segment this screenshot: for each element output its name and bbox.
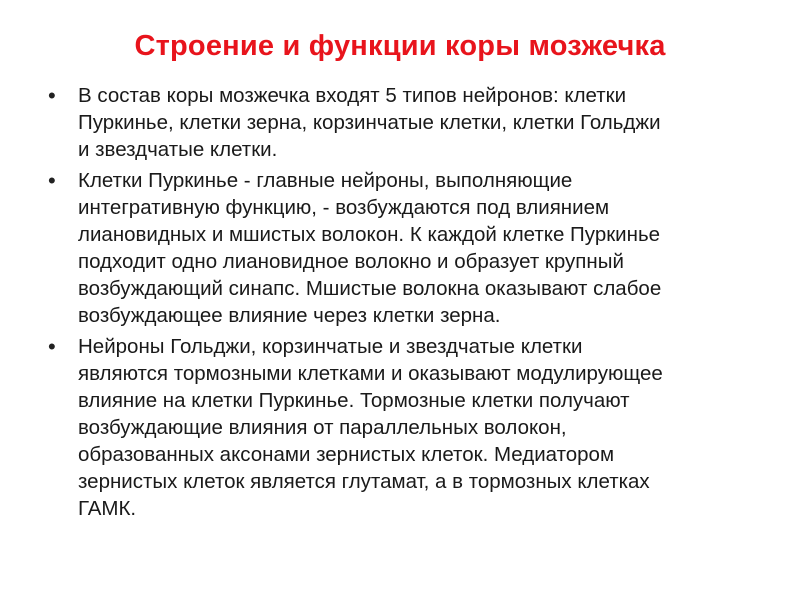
- bullet-item: [48, 82, 788, 163]
- bullet-line: образованных аксонами зернистых клеток. Медиатором: [78, 443, 615, 466]
- bullet-line: Клетки Пуркинье - главные нейроны, выполняющие: [78, 169, 573, 192]
- bullet-dot-icon: •: [48, 334, 56, 359]
- bullet-line: возбуждающие влияния от параллельных волокон,: [78, 416, 567, 439]
- bullet-line: зернистых клеток является глутамат, а в тормозных клетках: [78, 470, 650, 493]
- bullet-line: интегративную функцию, - возбуждаются под влиянием: [78, 196, 610, 219]
- bullet-item: [48, 167, 788, 329]
- bullet-line: являются тормозными клетками и оказывают модулирующее: [78, 362, 663, 385]
- bullet-line: подходит одно лиановидное волокно и образует крупный: [78, 250, 624, 273]
- bullet-line: Пуркинье, клетки зерна, корзинчатые клетки, клетки Гольджи: [78, 111, 661, 134]
- bullet-item: [48, 333, 788, 522]
- bullet-line: лиановидных и мшистых волокон. К каждой клетке Пуркинье: [78, 223, 661, 246]
- bullet-line: возбуждающее влияние через клетки зерна.: [78, 304, 501, 327]
- bullet-list: [48, 82, 788, 526]
- bullet-line: В состав коры мозжечка входят 5 типов нейронов: клетки: [78, 84, 627, 107]
- bullet-dot-icon: •: [48, 83, 56, 108]
- bullet-line: и звездчатые клетки.: [78, 138, 278, 161]
- bullet-line: влияние на клетки Пуркинье. Тормозные клетки получают: [78, 389, 630, 412]
- slide-title: Строение и функции коры мозжечка: [134, 30, 666, 62]
- bullet-dot-icon: •: [48, 168, 56, 193]
- bullet-line: возбуждающий синапс. Мшистые волокна оказывают слабое: [78, 277, 662, 300]
- bullet-line: Нейроны Гольджи, корзинчатые и звездчатые клетки: [78, 335, 583, 358]
- bullet-line: ГАМК.: [78, 497, 137, 520]
